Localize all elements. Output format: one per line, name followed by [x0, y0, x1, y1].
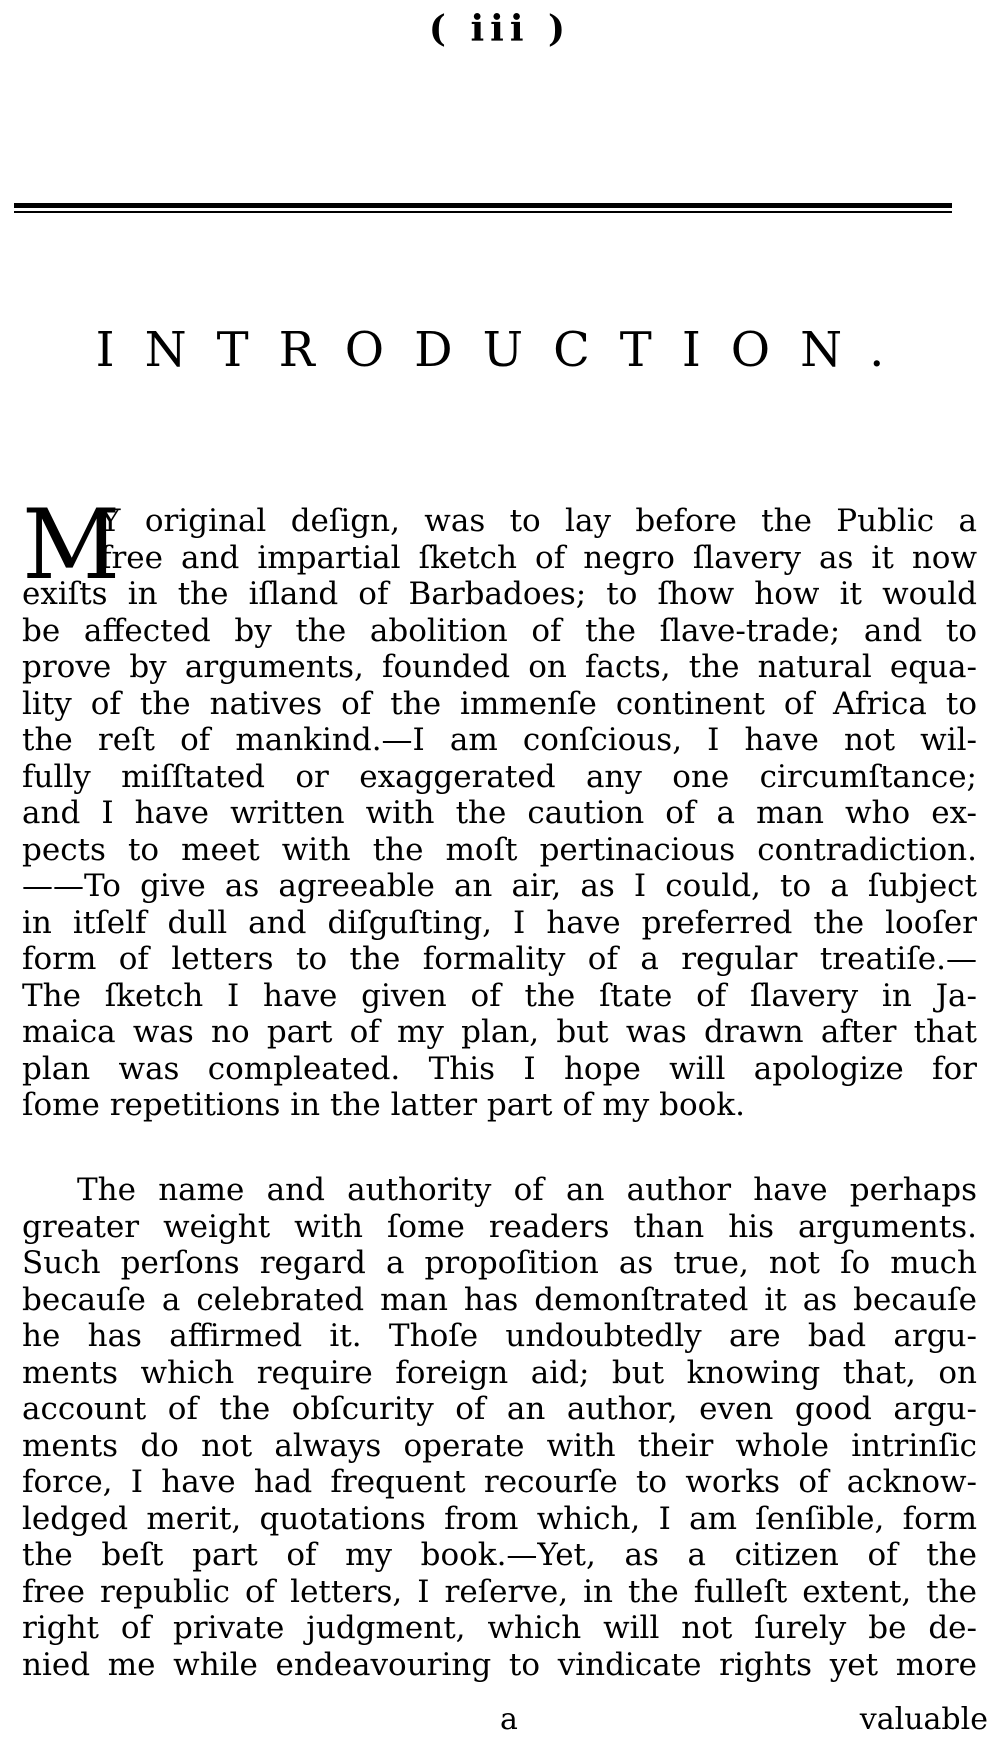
text-line: right of private judgment, which will not ſurely be de- [22, 1610, 977, 1646]
text-line: the reſt of mankind.—I am conſcious, I have not wil- [22, 722, 977, 758]
text-line: becauſe a celebrated man has demonſtrated it as becauſe [22, 1281, 977, 1318]
chapter-title: INTRODUCTION. [95, 322, 915, 378]
text-line: ——To give as agreeable an air, as I could, to a ſubject [22, 868, 977, 904]
header-double-rule [14, 203, 952, 213]
text-line: he has affirmed it. Thoſe undoubtedly are bad argu- [22, 1318, 977, 1354]
text-line: force, I have had frequent recourſe to works of acknow- [22, 1464, 977, 1500]
paragraph-2 [22, 1172, 977, 1683]
text-line: in itſelf dull and diſguſting, I have preferred the looſer [22, 904, 977, 941]
text-line: exiſts in the iſland of Barbadoes; to ſhow how it would [22, 576, 977, 612]
text-line: The name and authority of an author have perhaps [77, 1172, 977, 1208]
drop-cap: M [22, 489, 121, 601]
text-line: plan was compleated. This I hope will apologize for [22, 1050, 977, 1087]
text-line: form of letters to the formality of a regular treatiſe.— [22, 941, 977, 977]
text-line: and I have written with the caution of a man who ex- [22, 795, 977, 831]
text-line: be affected by the abolition of the ſlave-trade; and to [22, 612, 977, 649]
header-rule-thin [14, 211, 952, 213]
text-line: free republic of letters, I reſerve, in the fulleſt extent, the [22, 1573, 977, 1610]
text-line: Y original deſign, was to lay before the Public a [100, 503, 977, 539]
text-line: lity of the natives of the immenſe continent of Africa to [22, 685, 977, 722]
paragraph-1 [22, 503, 977, 1124]
text-line: greater weight with ſome readers than his arguments. [22, 1208, 977, 1245]
text-line: pects to meet with the moſt pertinacious contradiction. [22, 831, 977, 868]
catchword: valuable [859, 1702, 988, 1737]
text-line: maica was no part of my plan, but was drawn after that [22, 1014, 977, 1050]
text-line: ments which require foreign aid; but knowing that, on [22, 1354, 977, 1391]
text-line: prove by arguments, founded on facts, the natural equa- [22, 649, 977, 685]
text-line: The ſketch I have given of the ſtate of ſlavery in Ja- [22, 977, 977, 1014]
header-rule-thick [14, 203, 952, 208]
text-line: ledged merit, quotations from which, I am ſenſible, form [22, 1500, 977, 1537]
text-line: nied me while endeavouring to vindicate rights yet more [22, 1646, 977, 1683]
text-line: ments do not always operate with their whole intrinſic [22, 1427, 977, 1464]
page-number: ( iii ) [428, 8, 572, 50]
text-line: Such perſons regard a propoſition as true, not ſo much [22, 1245, 977, 1281]
signature-mark: a [500, 1702, 518, 1737]
text-line: ſome repetitions in the latter part of my book. [22, 1087, 745, 1123]
text-line: free and impartial ſketch of negro ſlavery as it now [100, 539, 977, 576]
text-line: fully miſſtated or exaggerated any one circumſtance; [22, 758, 977, 795]
text-line: account of the obſcurity of an author, even good argu- [22, 1391, 977, 1427]
text-line: the beſt part of my book.—Yet, as a citizen of the [22, 1537, 977, 1573]
